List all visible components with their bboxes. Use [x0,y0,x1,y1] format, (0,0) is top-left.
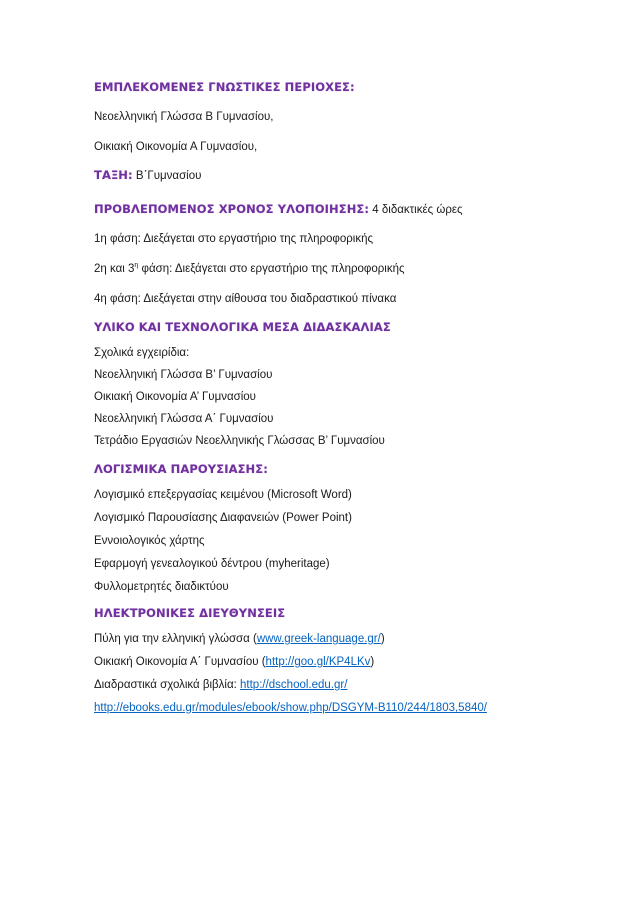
material-item: Νεοελληνική Γλώσσα Α΄ Γυμνασίου [94,413,274,425]
duration-row [94,202,463,217]
software-item: Εφαρμογή γενεαλογικού δέντρου (myheritage) [94,558,330,570]
web-item-close: ) [380,633,385,645]
heading-web-addresses: ΗΛΕΚΤΡΟΝΙΚΕΣ ΔΙΕΥΘΥΝΣΕΙΣ [94,606,286,620]
link-goo-gl[interactable]: http://goo.gl/KP4LKv [265,656,371,668]
software-item: Εννοιολογικός χάρτης [94,535,205,547]
link-ebooks[interactable]: http://ebooks.edu.gr/modules/ebook/show.php/DSGYM-B110/244/1803,5840/ [94,702,487,714]
phase-2-3 [94,262,405,276]
phase-4: 4η φάση: Διεξάγεται στην αίθουσα του διαδραστικού πίνακα [94,293,397,305]
heading-duration: ΠΡΟΒΛΕΠΟΜΕΝΟΣ ΧΡΟΝΟΣ ΥΛΟΠΟΙΗΣΗΣ: [94,202,370,216]
material-item: Σχολικά εγχειρίδια: [94,347,190,359]
heading-cognitive-areas: ΕΜΠΛΕΚΟΜΕΝΕΣ ΓΝΩΣΤΙΚΕΣ ΠΕΡΙΟΧΕΣ: [94,80,355,94]
phase-2-3-prefix: 2η και 3 [94,263,135,275]
web-item-label: Πύλη για την ελληνική γλώσσα ( [94,633,257,645]
web-item-greek-language [94,632,385,646]
cognitive-area-item: Οικιακή Οικονομία Α Γυμνασίου, [94,141,258,153]
web-item-label: Οικιακή Οικονομία Α΄ Γυμνασίου ( [94,656,266,668]
web-item-close: ) [370,656,375,668]
heading-class: ΤΑΞΗ: [94,168,133,182]
material-item: Νεοελληνική Γλώσσα Β’ Γυμνασίου [94,369,273,381]
link-dschool[interactable]: http://dschool.edu.gr/ [240,679,348,691]
software-item: Φυλλομετρητές διαδικτύου [94,581,229,593]
cognitive-area-item: Νεοελληνική Γλώσσα Β Γυμνασίου, [94,111,274,123]
class-row [94,168,201,183]
web-item-dschool [94,678,347,692]
web-item-label: Διαδραστικά σχολικά βιβλία: [94,679,241,691]
software-item: Λογισμικό επεξεργασίας κειμένου (Microsoft Word) [94,489,352,501]
material-item: Οικιακή Οικονομία Α’ Γυμνασίου [94,391,256,403]
web-item-home-economics [94,655,374,669]
class-value: Β΄Γυμνασίου [132,170,202,182]
web-item-ebooks [94,701,487,715]
software-item: Λογισμικό Παρουσίασης Διαφανειών (Power Point) [94,512,352,524]
heading-materials: ΥΛΙΚΟ ΚΑΙ ΤΕΧΝΟΛΟΓΙΚΑ ΜΕΣΑ ΔΙΔΑΣΚΑΛΙΑΣ [94,320,391,334]
duration-value: 4 διδακτικές ώρες [369,204,463,216]
phase-1: 1η φάση: Διεξάγεται στο εργαστήριο της πληροφορικής [94,233,374,245]
material-item: Τετράδιο Εργασιών Νεοελληνικής Γλώσσας Β’ Γυμνασίου [94,435,385,447]
link-greek-language[interactable]: www.greek-language.gr/ [256,633,381,645]
phase-2-3-suffix: φάση: Διεξάγεται στο εργαστήριο της πληροφορικής [138,263,405,275]
heading-software: ΛΟΓΙΣΜΙΚΑ ΠΑΡΟΥΣΙΑΣΗΣ: [94,462,268,476]
phase-2-3-superscript: η [134,262,139,270]
